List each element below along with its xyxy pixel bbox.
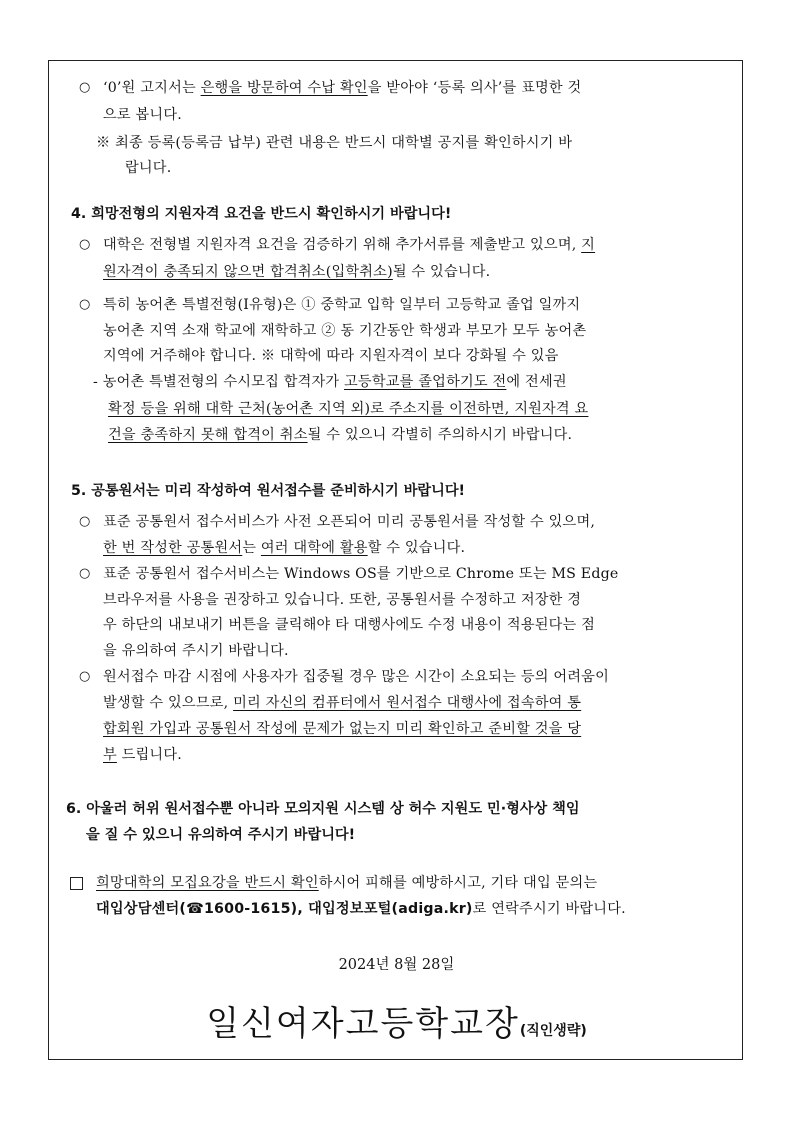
seal-omitted-note: (직인생략) bbox=[519, 1023, 587, 1039]
section5-b2-line1: 표준 공통원서 접수서비스는 Windows OS를 기반으로 Chrome 또는 MS Edge bbox=[103, 566, 619, 582]
section4-b2-line2: 농어촌 지역 소재 학교에 재학하고 ② 동 기간동안 학생과 부모가 모두 농어촌 bbox=[103, 323, 587, 339]
section5-b1-line2: 한 번 작성한 공통원서는 여러 대학에 활용할 수 있습니다. bbox=[103, 540, 466, 556]
signature-block bbox=[0, 996, 793, 1045]
circle-bullet-icon: ○ bbox=[79, 80, 91, 95]
section5-b2-line2: 브라우저를 사용을 권장하고 있습니다. 또한, 공통원서를 수정하고 저장한 경 bbox=[103, 592, 582, 608]
intro-note-line1: ※ 최종 등록(등록금 납부) 관련 내용은 반드시 대학별 공지를 확인하시기 바 bbox=[96, 135, 573, 151]
section5-b3-line3: 합회원 가입과 공통원서 작성에 문제가 없는지 미리 확인하고 준비할 것을 당 bbox=[103, 721, 582, 737]
circle-bullet-icon: ○ bbox=[79, 566, 91, 581]
intro-item-line2: 으로 봅니다. bbox=[103, 107, 182, 123]
section4-dash-line3: 건을 충족하지 못해 합격이 취소될 수 있으니 각별히 주의하시기 바랍니다. bbox=[108, 427, 573, 443]
section4-b1-line1: 대학은 전형별 지원자격 요건을 검증하기 위해 추가서류를 제출받고 있으며, 지 bbox=[103, 237, 596, 253]
section4-b2-line3: 지역에 거주해야 합니다. ※ 대학에 따라 지원자격이 보다 강화될 수 있음 bbox=[103, 348, 559, 364]
section4-b1-line2: 원자격이 충족되지 않으면 합격취소(입학취소)될 수 있습니다. bbox=[103, 264, 491, 280]
section6-heading-line2: 을 질 수 있으니 유의하여 주시기 바랍니다! bbox=[86, 827, 356, 843]
checkbox-icon bbox=[70, 877, 83, 890]
intro-item-line1: ‘0’원 고지서는 은행을 방문하여 수납 확인을 받아야 ‘등록 의사’를 표명한 것 bbox=[103, 80, 582, 96]
section5-b3-line4: 부 드립니다. bbox=[103, 747, 182, 763]
circle-bullet-icon: ○ bbox=[79, 297, 91, 312]
circle-bullet-icon: ○ bbox=[79, 669, 91, 684]
section4-b2-line1: 특히 농어촌 특별전형(Ⅰ유형)은 ① 중학교 입학 일부터 고등학교 졸업 일까지 bbox=[103, 297, 581, 313]
closing-line2: 대입상담센터(☎1600-1615), 대입정보포털(adiga.kr)로 연락주시기 바랍니다. bbox=[96, 901, 626, 917]
circle-bullet-icon: ○ bbox=[79, 237, 91, 252]
section5-b3-line1: 원서접수 마감 시점에 사용자가 집중될 경우 많은 시간이 소요되는 등의 어려움이 bbox=[103, 669, 609, 685]
section5-heading: 5. 공통원서는 미리 작성하여 원서접수를 준비하시기 바랍니다! bbox=[71, 483, 465, 499]
document-date: 2024년 8월 28일 bbox=[338, 957, 455, 973]
section5-b3-line2: 발생할 수 있으므로, 미리 자신의 컴퓨터에서 원서접수 대행사에 접속하여 통 bbox=[103, 695, 582, 711]
section4-dash-line2: 확정 등을 위해 대학 근처(농어촌 지역 외)로 주소지를 이전하면, 지원자격 요 bbox=[108, 401, 589, 417]
principal-title: 일신여자고등학교장 bbox=[206, 1004, 520, 1044]
section5-b2-line4: 을 유의하여 주시기 바랍니다. bbox=[103, 643, 289, 659]
section5-b2-line3: 우 하단의 내보내기 버튼을 클릭해야 타 대행사에도 수정 내용이 적용된다는 점 bbox=[103, 617, 596, 633]
section5-b1-line1: 표준 공통원서 접수서비스가 사전 오픈되어 미리 공통원서를 작성할 수 있으며, bbox=[103, 514, 596, 530]
closing-line1: 희망대학의 모집요강을 반드시 확인하시어 피해를 예방하시고, 기타 대입 문의는 bbox=[96, 875, 598, 891]
intro-note-line2: 랍니다. bbox=[125, 160, 172, 176]
section4-dash-line1: - 농어촌 특별전형의 수시모집 합격자가 고등학교를 졸업하기도 전에 전세권 bbox=[93, 374, 567, 390]
section4-heading: 4. 희망전형의 지원자격 요건을 반드시 확인하시기 바랍니다! bbox=[71, 206, 452, 222]
section6-heading-line1: 6. 아울러 허위 원서접수뿐 아니라 모의지원 시스템 상 허수 지원도 민·형사상 책임 bbox=[66, 801, 580, 817]
circle-bullet-icon: ○ bbox=[79, 514, 91, 529]
